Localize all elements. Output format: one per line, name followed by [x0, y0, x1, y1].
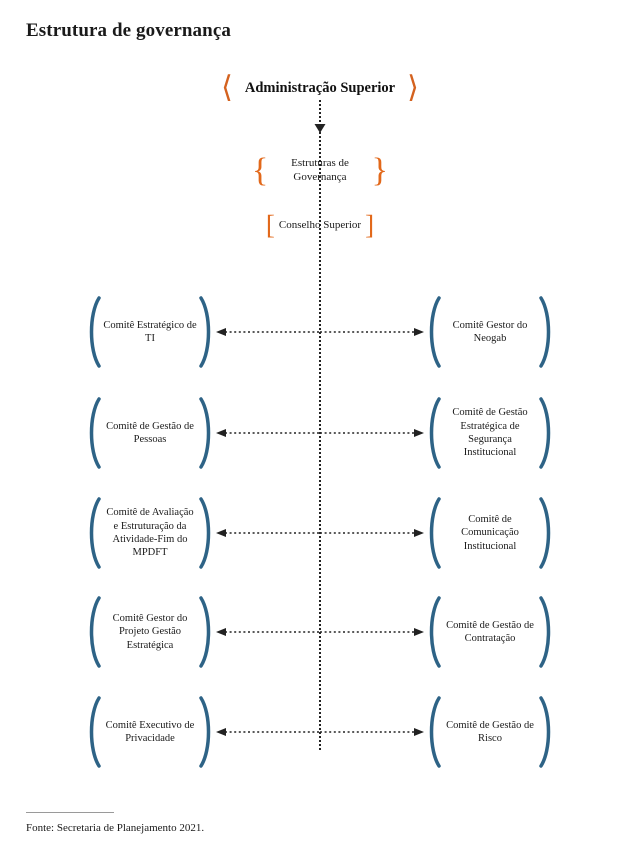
- node-administracao-superior[interactable]: [190, 71, 450, 105]
- paren-left-icon: [86, 397, 102, 469]
- paren-right-icon: [538, 596, 554, 668]
- committee-node-right-5[interactable]: [426, 696, 554, 768]
- node-estruturas-de-governanca-label: Estruturas de Governança: [291, 157, 349, 183]
- paren-left-icon: [426, 696, 442, 768]
- paren-right-icon: [538, 497, 554, 569]
- committee-node-left-1[interactable]: [86, 296, 214, 368]
- connector-left-4: [216, 627, 320, 637]
- committee-label: Comitê Gestor do Projeto Gestão Estratégica: [112, 612, 188, 651]
- brace-left-icon: {: [252, 152, 269, 189]
- committee-label: Comitê de Gestão Estratégica de Segurança Institucional: [452, 407, 528, 459]
- connector-left-2: [216, 428, 320, 438]
- bracket-left-icon: [: [265, 209, 275, 240]
- committee-node-right-3[interactable]: [426, 497, 554, 569]
- paren-right-icon: [538, 696, 554, 768]
- paren-right-icon: [198, 497, 214, 569]
- connector-left-3: [216, 528, 320, 538]
- paren-right-icon: [198, 696, 214, 768]
- committee-node-right-2[interactable]: [426, 397, 554, 469]
- connector-right-1: [320, 327, 424, 337]
- connector-right-3: [320, 528, 424, 538]
- paren-left-icon: [86, 497, 102, 569]
- connector-right-4: [320, 627, 424, 637]
- paren-right-icon: [538, 397, 554, 469]
- paren-left-icon: [86, 696, 102, 768]
- committee-label: Comitê de Comunicação Institucional: [461, 513, 519, 552]
- committee-label: Comitê de Gestão de Pessoas: [106, 420, 194, 445]
- committee-label: Comitê de Avaliação e Estruturação da Atividade-Fim do MPDFT: [106, 507, 194, 559]
- committee-node-right-1[interactable]: [426, 296, 554, 368]
- paren-right-icon: [538, 296, 554, 368]
- paren-left-icon: [86, 596, 102, 668]
- paren-left-icon: [426, 596, 442, 668]
- paren-right-icon: [198, 397, 214, 469]
- committee-node-left-3[interactable]: [86, 497, 214, 569]
- page-title: Estrutura de governança: [26, 20, 231, 41]
- node-administracao-superior-label: Administração Superior: [244, 79, 396, 96]
- connector-right-5: [320, 727, 424, 737]
- footer-divider: [26, 812, 114, 813]
- paren-right-icon: [198, 596, 214, 668]
- footer-source: Fonte: Secretaria de Planejamento 2021.: [26, 822, 205, 834]
- node-estruturas-de-governanca[interactable]: [252, 152, 388, 190]
- chevron-right-icon: ⟩: [407, 71, 419, 104]
- paren-left-icon: [426, 397, 442, 469]
- committee-label: Comitê Estratégico de TI: [103, 319, 197, 344]
- node-conselho-superior[interactable]: [254, 209, 386, 240]
- committee-label: Comitê Gestor do Neogab: [452, 319, 528, 344]
- arrow-down-icon: [313, 120, 327, 134]
- connector-right-2: [320, 428, 424, 438]
- committee-node-left-2[interactable]: [86, 397, 214, 469]
- connector-left-1: [216, 327, 320, 337]
- paren-left-icon: [86, 296, 102, 368]
- brace-right-icon: }: [371, 152, 388, 189]
- committee-node-left-5[interactable]: [86, 696, 214, 768]
- committee-node-right-4[interactable]: [426, 596, 554, 668]
- connector-left-5: [216, 727, 320, 737]
- committee-label: Comitê de Gestão de Contratação: [446, 619, 534, 644]
- central-spine-line: [319, 100, 321, 750]
- paren-right-icon: [198, 296, 214, 368]
- paren-left-icon: [426, 497, 442, 569]
- chevron-left-icon: ⟨: [221, 71, 233, 104]
- committee-label: Comitê de Gestão de Risco: [446, 719, 534, 744]
- node-conselho-superior-label: Conselho Superior: [278, 219, 362, 231]
- committee-label: Comitê Executivo de Privacidade: [105, 719, 195, 744]
- bracket-right-icon: ]: [365, 209, 375, 240]
- paren-left-icon: [426, 296, 442, 368]
- committee-node-left-4[interactable]: [86, 596, 214, 668]
